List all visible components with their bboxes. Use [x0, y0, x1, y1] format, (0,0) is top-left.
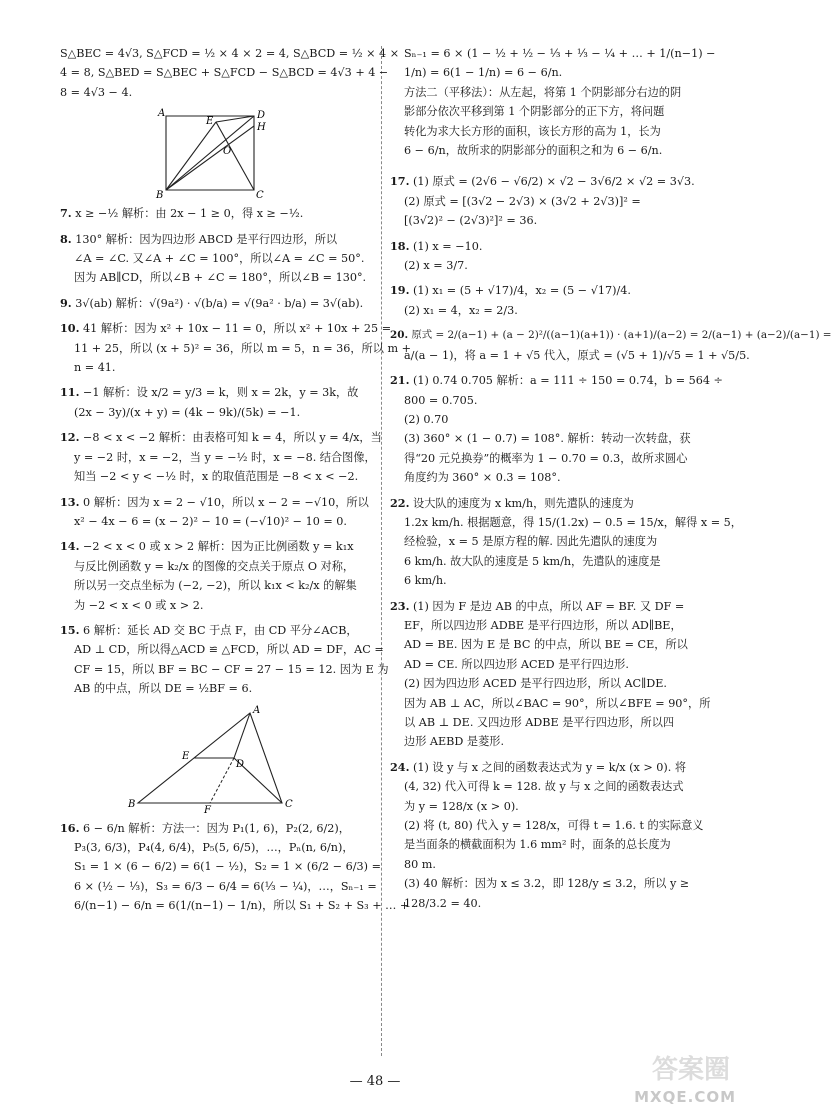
problem-18 — [390, 237, 710, 276]
text-line: CF = 15，所以 BF = BC − CF = 27 − 15 = 12. 因为 E 为 — [74, 662, 389, 676]
text-line: 因为 AB∥CD，所以∠B + ∠C = 180°，所以∠B = 130°. — [74, 271, 367, 285]
text-line: (1) x = −10. — [413, 239, 483, 253]
text-line: 6/(n−1) − 6/n = 6(1/(n−1) − 1/n)，所以 S₁ + S₂ + S₃ + … + — [74, 899, 410, 913]
text-line: 11 + 25，所以 (x + 5)² = 36，所以 m = 5，n = 36，所以 m + — [74, 341, 412, 355]
text-line: 原式 = 2/(a−1) + (a − 2)²/((a−1)(a+1)) · (a+1)/(a−2) = 2/(a−1) + (a−2)/(a−1) = — [411, 329, 832, 342]
text-line: 6 − 6/n，故所求的阴影部分的面积之和为 6 − 6/n. — [404, 144, 663, 158]
text-line: 因为 AB ⊥ AC，所以∠BAC = 90°，所以∠BFE = 90°，所 — [404, 696, 711, 710]
text-line: 方法二（平移法）：从左起，将第 1 个阴影部分右边的阴 — [404, 85, 682, 99]
text-line: 所以另一交点坐标为 (−2, −2)，所以 k₁x < k₂/x 的解集 — [74, 579, 357, 593]
fig2-label-a: A — [253, 704, 261, 716]
text-line: 与反比例函数 y = k₂/x 的图像的交点关于原点 O 对称， — [74, 559, 355, 573]
text-line: 0 解析：因为 x = 2 − √10，所以 x − 2 = −√10，所以 — [83, 495, 369, 509]
problem-number: 20. — [390, 329, 409, 342]
problem-number: 17. — [390, 174, 410, 189]
problem-number: 16. — [60, 820, 80, 835]
text-line: 边形 AEBD 是菱形. — [404, 735, 505, 749]
text-line: (2) 原式 = [(3√2 − 2√3) × (3√2 + 2√3)]² = — [404, 194, 641, 208]
watermark-logo: 答案圈 — [651, 1055, 730, 1085]
problem-number: 21. — [390, 373, 410, 388]
text-line: 1/n) = 6(1 − 1/n) = 6 − 6/n. — [404, 66, 563, 80]
text-line: 为 y = 128/x (x > 0). — [404, 799, 519, 813]
text-line: 1.2x km/h. 根据题意，得 15/(1.2x) − 0.5 = 15/x，解得 x = 5， — [404, 515, 742, 529]
text-line: 6 km/h. 故大队的速度是 5 km/h，先遣队的速度是 — [404, 554, 661, 568]
text-line: 4 = 8, S△BED = S△BEC + S△FCD − S△BCD = 4√3 + 4 − — [60, 66, 389, 80]
text-line: 6 解析：延长 AD 交 BC 于点 F，由 CD 平分∠ACB， — [83, 623, 358, 637]
text-line: 角度约为 360° × 0.3 = 108°. — [404, 471, 561, 485]
figure-triangle-diagram — [60, 703, 375, 816]
problem-number: 19. — [390, 283, 410, 298]
text-line: AD = BE. 因为 E 是 BC 的中点，所以 BE = CE，所以 — [404, 638, 688, 652]
text-line: (3) 40 解析：因为 x ≤ 3.2，即 128/y ≤ 3.2，所以 y ≥ — [404, 877, 690, 891]
text-line: (2) x₁ = 4，x₂ = 2/3. — [404, 303, 518, 317]
text-line: 是当面条的横截面积为 1.6 mm² 时，面条的总长度为 — [404, 838, 671, 852]
problem-11 — [60, 383, 375, 422]
text-line: 经检验，x = 5 是原方程的解. 因此先遣队的速度为 — [404, 535, 658, 549]
problem-17 — [390, 172, 710, 230]
text-line: [(3√2)² − (2√3)²]² = 36. — [404, 214, 538, 228]
text-line: S△BEC = 4√3, S△FCD = ½ × 4 × 2 = 4, S△BCD = ½ × 4 × — [60, 47, 400, 60]
text-line: y = −2 时，x = −2，当 y = −½ 时，x = −8. 结合图像， — [74, 450, 376, 464]
problem-number: 10. — [60, 321, 80, 336]
problem-14 — [60, 537, 375, 615]
text-line: 6 × (½ − ⅓)，S₃ = 6/3 − 6/4 = 6(⅓ − ¼)，…，Sₙ₋₁ = — [74, 879, 377, 893]
text-line: −2 < x < 0 或 x > 2 解析：因为正比例函数 y = k₁x — [83, 540, 354, 554]
watermark-text: MXQE.COM — [634, 1088, 736, 1106]
problem-number: 9. — [60, 295, 72, 310]
right-column — [390, 44, 832, 913]
fig2-label-c: C — [285, 798, 293, 810]
fig2-label-d: D — [236, 758, 245, 770]
fig1-label-d: D — [257, 110, 266, 122]
problem-number: 7. — [60, 206, 72, 221]
text-line: 130° 解析：因为四边形 ABCD 是平行四边形，所以 — [75, 232, 338, 246]
text-line: (1) 原式 = (2√6 − √6/2) × √2 − 3√6/2 × √2 = 3√3. — [413, 175, 695, 189]
text-line: (2x − 3y)/(x + y) = (4k − 9k)/(5k) = −1. — [74, 405, 301, 419]
fig1-label-b: B — [156, 190, 164, 202]
problem-number: 12. — [60, 430, 80, 445]
problem-22 — [390, 494, 742, 591]
text-line: 以 AB ⊥ DE. 又四边形 ADBE 是平行四边形，所以四 — [404, 716, 675, 729]
problem-24 — [390, 758, 710, 913]
text-line: 3√(ab) 解析：√(9a²) · √(b/a) = √(9a² · b/a) = 3√(ab). — [75, 296, 364, 310]
text-line: P₃(3, 6/3)，P₄(4, 6/4)，P₅(5, 6/5)，…，Pₙ(n, 6/n)， — [74, 840, 354, 854]
text-line: 知当 −2 < y < −½ 时，x 的取值范围是 −8 < x < −2. — [74, 470, 359, 484]
problem-13 — [60, 493, 375, 532]
fig2-label-f: F — [204, 804, 211, 816]
problem-16-continued — [390, 44, 716, 160]
text-line: (1) 0.74 0.705 解析：a = 111 ÷ 150 = 0.74，b = 564 ÷ — [413, 374, 723, 388]
problem-7 — [60, 204, 375, 223]
text-line: x ≥ −½ 解析：由 2x − 1 ≥ 0，得 x ≥ −½. — [75, 207, 304, 221]
text-line: (2) x = 3/7. — [404, 259, 468, 273]
text-line: Sₙ₋₁ = 6 × (1 − ½ + ½ − ⅓ + ⅓ − ¼ + … + 1/(n−1) − — [404, 47, 716, 60]
text-line: AD = CE. 所以四边形 ACED 是平行四边形. — [404, 657, 629, 671]
fig1-label-h: H — [257, 122, 266, 134]
problem-8 — [60, 230, 375, 288]
fig2-label-b: B — [128, 798, 136, 810]
fig1-label-a: A — [158, 108, 166, 120]
text-line: 得“20 元兑换券”的概率为 1 − 0.70 = 0.3，故所求圆心 — [404, 451, 688, 465]
text-line: 6 km/h. — [404, 574, 447, 588]
text-line: 80 m. — [404, 857, 436, 871]
fig1-label-o: O — [223, 146, 232, 158]
problem-number: 23. — [390, 598, 410, 613]
text-line: (2) 因为四边形 ACED 是平行四边形，所以 AC∥DE. — [404, 677, 667, 691]
text-line: (1) x₁ = (5 + √17)/4，x₂ = (5 − √17)/4. — [413, 284, 631, 298]
text-line: 为 −2 < x < 0 或 x > 2. — [74, 598, 204, 612]
text-line: x² − 4x − 6 = (x − 2)² − 10 = (−√10)² − 10 = 0. — [74, 514, 347, 528]
problem-9 — [60, 294, 375, 313]
text-line: AD ⊥ CD，所以得△ACD ≌ △FCD，所以 AD = DF，AC = — [74, 643, 384, 657]
problem-number: 11. — [60, 385, 80, 400]
text-line: EF，所以四边形 ADBE 是平行四边形，所以 AD∥BE， — [404, 618, 682, 632]
text-line: (4, 32) 代入可得 k = 128. 故 y 与 x 之间的函数表达式 — [404, 780, 684, 794]
text-line: AB 的中点，所以 DE = ½BF = 6. — [74, 682, 253, 696]
problem-20 — [390, 326, 832, 365]
text-line: 转化为求大长方形的面积，该长方形的高为 1，长为 — [404, 124, 661, 138]
fig2-label-e: E — [182, 750, 190, 762]
text-line: S₁ = 1 × (6 − 6/2) = 6(1 − ½)，S₂ = 1 × (6/2 − 6/3) = — [74, 860, 381, 874]
text-line: 8 = 4√3 − 4. — [60, 85, 133, 99]
text-line: n = 41. — [74, 361, 116, 375]
problem-23 — [390, 597, 710, 752]
problem-number: 14. — [60, 539, 80, 554]
text-line: (3) 360° × (1 − 0.7) = 108°. 解析：转动一次转盘，获 — [404, 432, 691, 446]
problem-number: 24. — [390, 759, 410, 774]
problem-number: 18. — [390, 238, 410, 253]
text-line: (1) 设 y 与 x 之间的函数表达式为 y = k/x (x > 0). 将 — [413, 760, 687, 774]
text-line: −8 < x < −2 解析：由表格可知 k = 4，所以 y = 4/x，当 — [83, 431, 382, 445]
page-number: — 48 — — [349, 1074, 401, 1089]
text-line: −1 解析：设 x/2 = y/3 = k，则 x = 2k，y = 3k，故 — [83, 386, 359, 400]
problem-12 — [60, 428, 382, 486]
figure-square-diagram — [60, 104, 375, 200]
intro-block — [60, 44, 400, 102]
problem-15 — [60, 621, 389, 699]
text-line: a/(a − 1)，将 a = 1 + √5 代入，原式 = (√5 + 1)/√5 = 1 + √5/5. — [404, 348, 750, 362]
problem-19 — [390, 281, 710, 320]
text-line: (2) 0.70 — [404, 412, 449, 426]
problem-number: 13. — [60, 494, 80, 509]
fig1-label-c: C — [256, 190, 264, 202]
text-line: (2) 将 (t, 80) 代入 y = 128/x，可得 t = 1.6. t 的实际意义 — [404, 819, 704, 833]
text-line: ∠A = ∠C. 又∠A + ∠C = 100°，所以∠A = ∠C = 50°. — [74, 252, 365, 266]
problem-number: 8. — [60, 231, 72, 246]
text-line: 41 解析：因为 x² + 10x − 11 = 0，所以 x² + 10x + 25 = — [83, 322, 392, 336]
problem-number: 15. — [60, 622, 80, 637]
text-line: (1) 因为 F 是边 AB 的中点，所以 AF = BF. 又 DF = — [413, 599, 685, 613]
text-line: 影部分依次平移到第 1 个阴影部分的正下方，将问题 — [404, 105, 665, 119]
problem-21 — [390, 371, 723, 487]
text-line: 128/3.2 = 40. — [404, 896, 482, 910]
fig1-label-e: E — [206, 116, 214, 128]
text-line: 6 − 6/n 解析：方法一：因为 P₁(1, 6)，P₂(2, 6/2)， — [83, 821, 350, 835]
problem-16 — [60, 819, 410, 916]
text-line: 800 = 0.705. — [404, 393, 478, 407]
text-line: 设大队的速度为 x km/h，则先遣队的速度为 — [413, 496, 634, 510]
problem-number: 22. — [390, 495, 410, 510]
